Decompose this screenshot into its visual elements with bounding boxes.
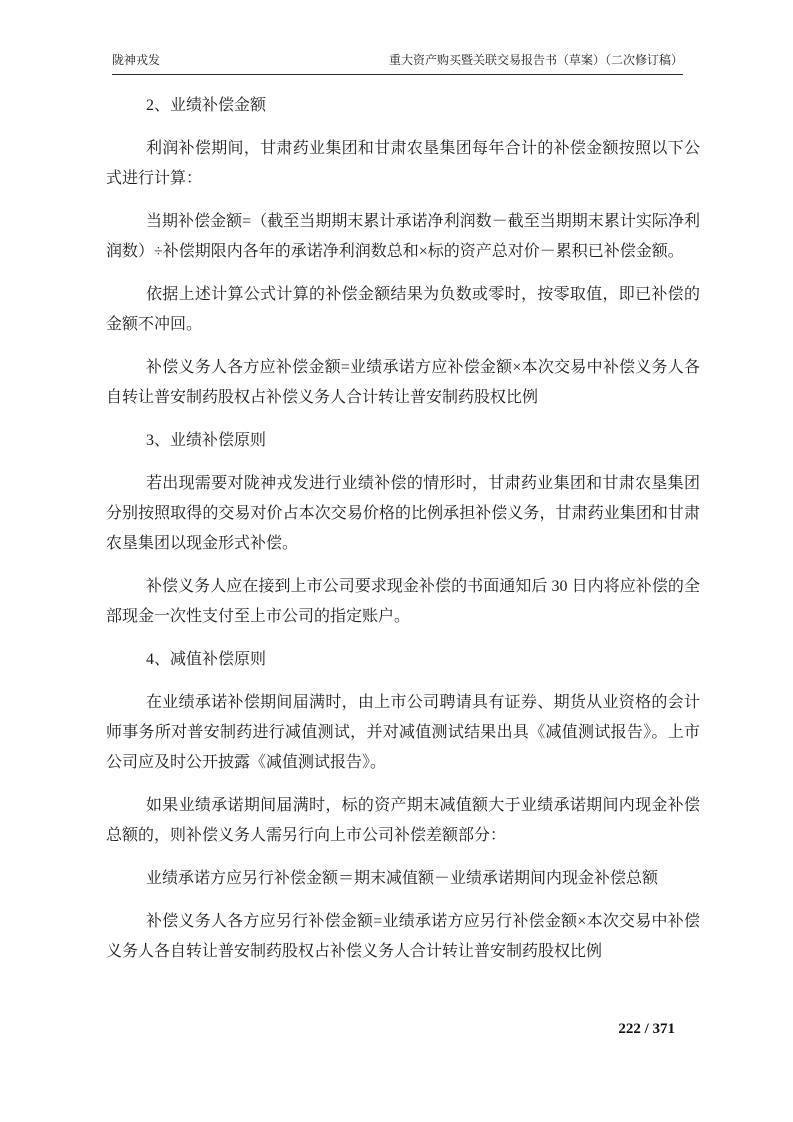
document-body — [106, 91, 700, 980]
paragraph: 若出现需要对陇神戎发进行业绩补偿的情形时，甘肃药业集团和甘肃农垦集团分别按照取得的交易对价占本次交易价格的比例承担补偿义务，甘肃药业集团和甘肃农垦集团以现金形式补偿。 — [106, 475, 700, 552]
paragraph: 在业绩承诺补偿期间届满时，由上市公司聘请具有证券、期货从业资格的会计师事务所对普安制药进行减值测试，并对减值测试结果出具《减值测试报告》。上市公司应及时公开披露《减值测试报告》。 — [106, 694, 700, 771]
paragraph-formula: 补偿义务人各方应另行补偿金额=业绩承诺方应另行补偿金额×本次交易中补偿义务人各自转让普安制药股权占补偿义务人合计转让普安制药股权比例 — [106, 913, 700, 960]
paragraph: 如果业绩承诺期间届满时，标的资产期末减值额大于业绩承诺期间内现金补偿总额的，则补偿义务人需另行向上市公司补偿差额部分： — [106, 797, 700, 844]
page-number: 222 / 371 — [618, 1021, 675, 1037]
section-heading: 2、业绩补偿金额 — [146, 97, 267, 114]
section-heading: 4、减值补偿原则 — [146, 651, 267, 668]
page-header — [112, 52, 683, 75]
paragraph-formula: 当期补偿金额=（截至当期期末累计承诺净利润数－截至当期期末累计实际净利润数）÷补偿期限内各年的承诺净利润数总和×标的资产总对价－累积已补偿金额。 — [106, 213, 700, 260]
paragraph: 补偿义务人应在接到上市公司要求现金补偿的书面通知后 30 日内将应补偿的全部现金一次性支付至上市公司的指定账户。 — [106, 578, 700, 625]
header-report-title: 重大资产购买暨关联交易报告书（草案）（二次修订稿） — [388, 53, 683, 67]
paragraph: 依据上述计算公式计算的补偿金额结果为负数或零时，按零取值，即已补偿的金额不冲回。 — [106, 286, 700, 333]
paragraph-formula: 补偿义务人各方应补偿金额=业绩承诺方应补偿金额×本次交易中补偿义务人各自转让普安制药股权占补偿义务人合计转让普安制药股权比例 — [106, 359, 700, 406]
header-company-name: 陇神戎发 — [112, 53, 161, 67]
paragraph: 利润补偿期间，甘肃药业集团和甘肃农垦集团每年合计的补偿金额按照以下公式进行计算： — [106, 140, 700, 187]
paragraph-formula: 业绩承诺方应另行补偿金额＝期末减值额－业绩承诺期间内现金补偿总额 — [146, 870, 659, 887]
section-heading: 3、业绩补偿原则 — [146, 432, 267, 449]
